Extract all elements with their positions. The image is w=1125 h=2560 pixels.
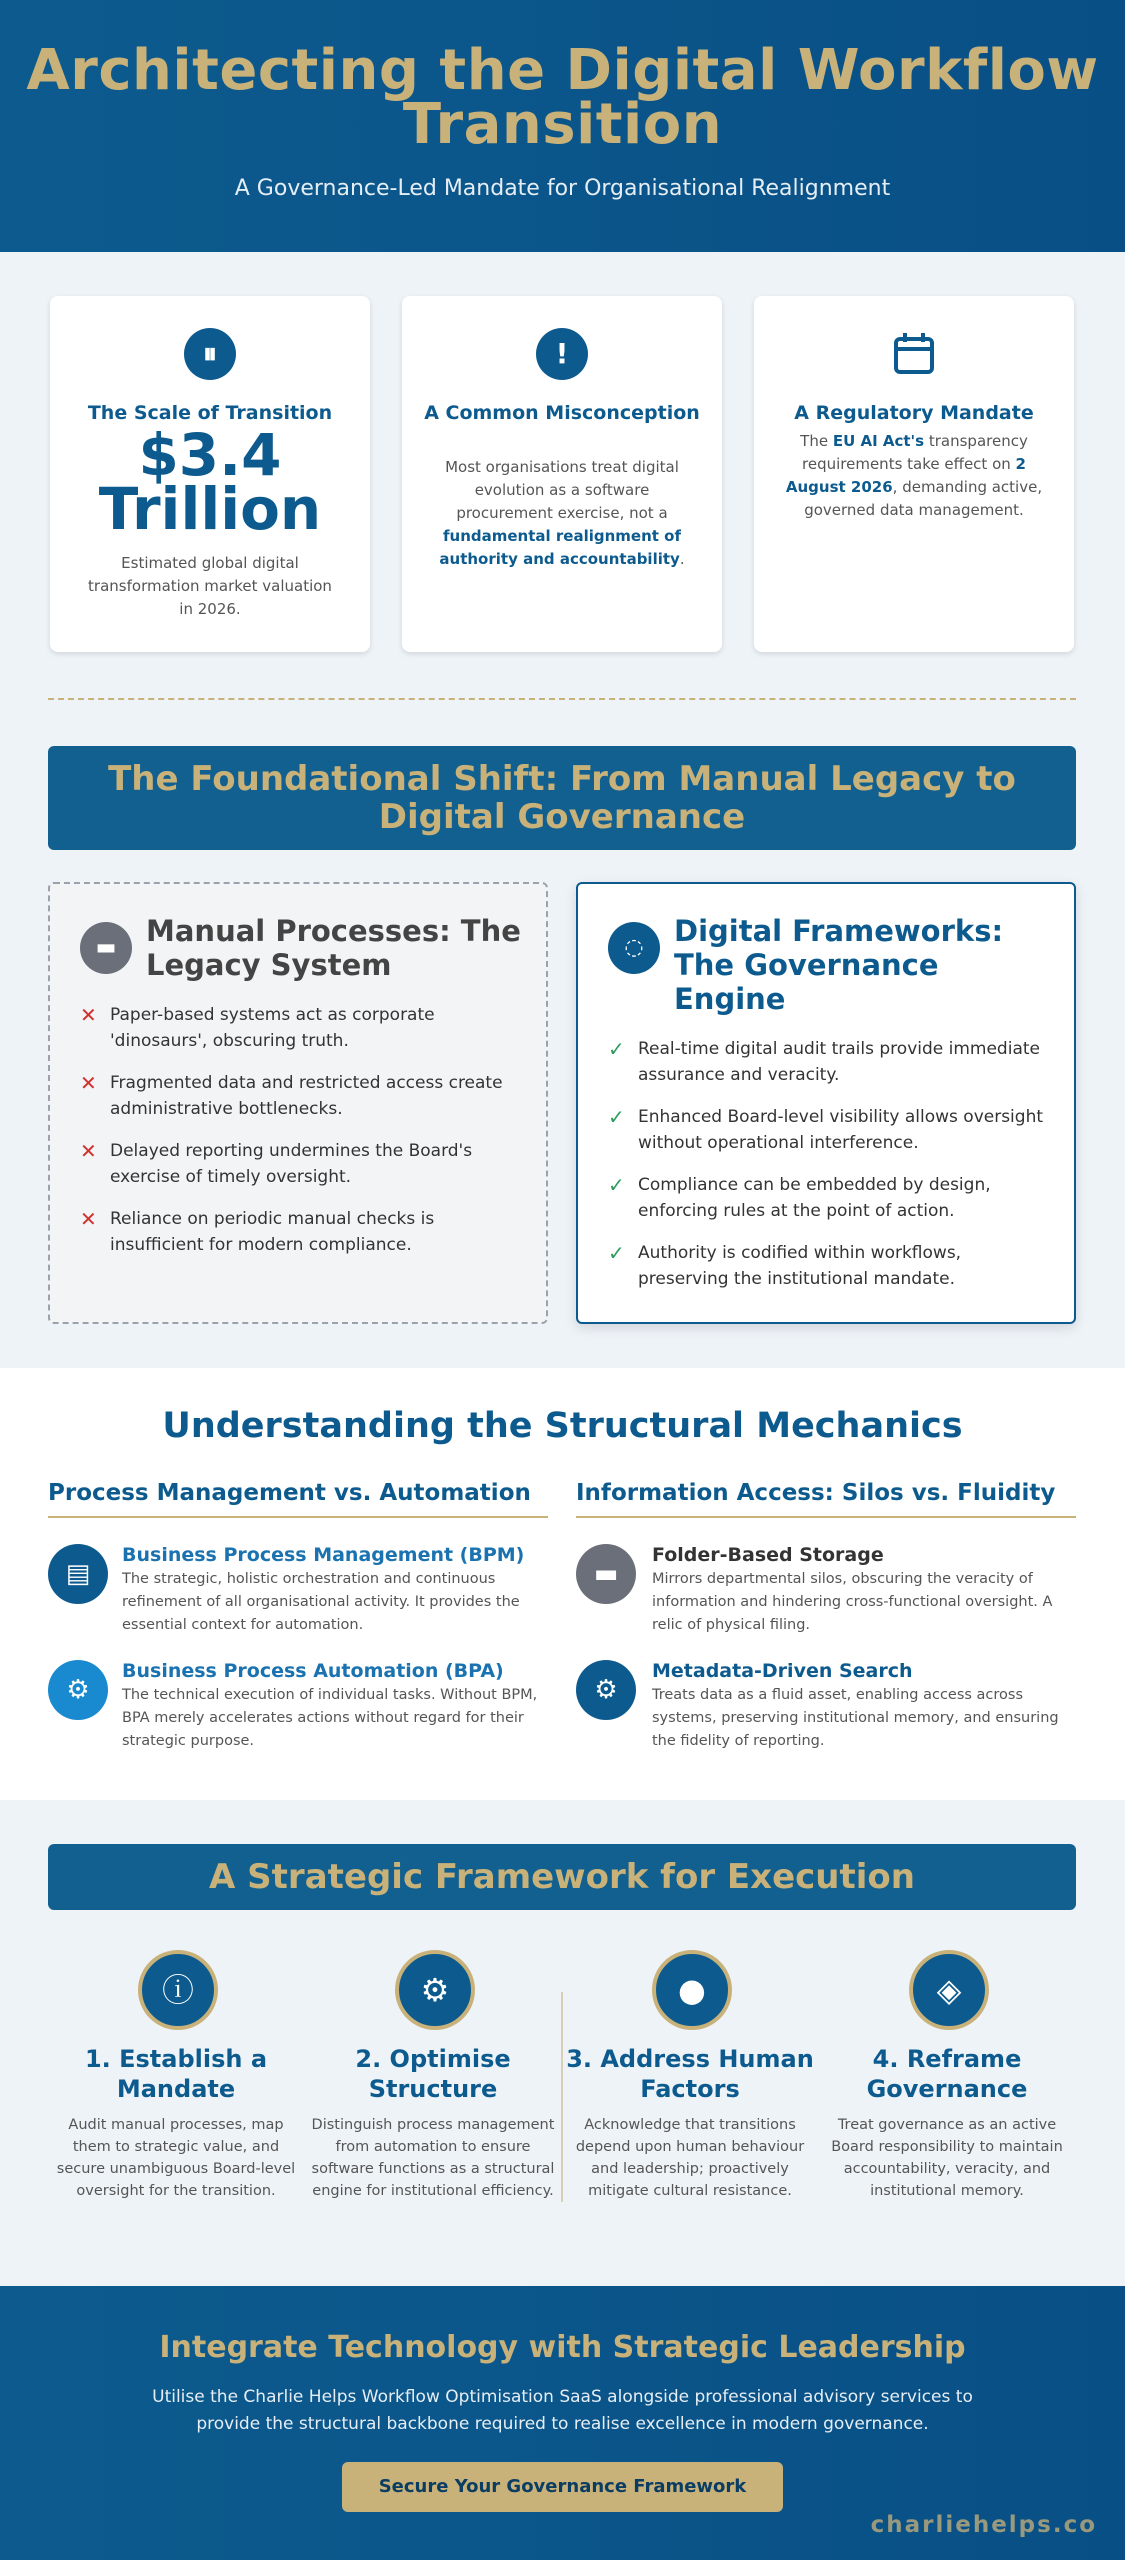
shield-icon: ◈ xyxy=(909,1950,989,2030)
list-item-text: Delayed reporting undermines the Board's exercise of timely oversight. xyxy=(110,1141,473,1187)
cross-icon: ✕ xyxy=(80,1207,97,1231)
card-text-part: , demanding active, governed data management. xyxy=(804,478,1043,519)
step-text: Acknowledge that transitions depend upon human behaviour and leadership; proactively mitigate cultural resistance. xyxy=(575,2117,805,2199)
card-scale xyxy=(50,296,370,652)
footer xyxy=(0,2286,1125,2560)
legacy-title: Manual Processes: The Legacy System xyxy=(146,914,521,982)
card-title: The Scale of Transition xyxy=(87,402,333,424)
alert-icon: ⓘ xyxy=(138,1950,218,2030)
framework-title: A Strategic Framework for Execution xyxy=(209,1857,915,1897)
bpm-title: Business Process Management (BPM) xyxy=(122,1544,525,1566)
card-text-emphasis: 2 August 2026 xyxy=(785,455,1026,496)
cross-icon: ✕ xyxy=(80,1003,97,1027)
cta-button[interactable]: Secure Your Governance Framework xyxy=(342,2462,783,2512)
step-text: Distinguish process management from automation to ensure software functions as a structural engine for institutional efficiency. xyxy=(311,2117,555,2199)
step-title: 1. Establish a Mandate xyxy=(84,2045,268,2103)
list-item-text: Authority is codified within workflows, preserving the institutional mandate. xyxy=(638,1243,962,1289)
card-text xyxy=(432,456,692,571)
list-item-text: Paper-based systems act as corporate 'dinosaurs', obscuring truth. xyxy=(110,1005,435,1051)
step-title: 2. Optimise Structure xyxy=(355,2045,511,2103)
digital-panel xyxy=(576,882,1076,1324)
framework-banner xyxy=(48,1844,1076,1910)
right-column-heading: Information Access: Silos vs. Fluidity xyxy=(576,1480,1076,1518)
exclamation-icon: ! xyxy=(536,328,588,380)
footer-title: Integrate Technology with Strategic Leadership xyxy=(159,2330,966,2365)
footer-text: Utilise the Charlie Helps Workflow Optimisation SaaS alongside professional advisory services to provide the structural backbone required to realise excellence in modern governance. xyxy=(152,2387,973,2434)
user-icon: ● xyxy=(652,1950,732,2030)
list-item-text: Fragmented data and restricted access create administrative bottlenecks. xyxy=(110,1073,503,1119)
overview-section xyxy=(0,252,1125,1368)
card-text-part: . xyxy=(679,550,685,568)
digital-title: Digital Frameworks: The Governance Engine xyxy=(674,914,1004,1016)
calendar-icon xyxy=(888,328,940,380)
page-title: Architecting the Digital Workflow Transition xyxy=(26,38,1099,157)
folder-icon: ▬ xyxy=(576,1544,636,1604)
card-regulatory xyxy=(754,296,1074,652)
bar-chart-icon: ⏸ xyxy=(184,328,236,380)
card-text xyxy=(784,430,1044,522)
list-item-text: Real-time digital audit trails provide immediate assurance and veracity. xyxy=(638,1039,1040,1085)
card-title: A Common Misconception xyxy=(424,402,700,424)
mechanics-section xyxy=(0,1368,1125,1800)
card-text-part: Most organisations treat digital evolution as a software procurement exercise, not a xyxy=(445,458,679,522)
folder-storage-title: Folder-Based Storage xyxy=(652,1544,884,1566)
step-title: 3. Address Human Factors xyxy=(566,2045,814,2103)
folder-icon: ▬ xyxy=(80,922,132,974)
gear-icon: ⚙ xyxy=(576,1660,636,1720)
cross-icon: ✕ xyxy=(80,1071,97,1095)
step-text: Treat governance as an active Board responsibility to maintain accountability, veracity, and institutional memory. xyxy=(831,2117,1063,2199)
shift-title: The Foundational Shift: From Manual Legacy to Digital Governance xyxy=(108,759,1016,837)
bpa-text: The technical execution of individual tasks. Without BPM, BPA merely accelerates actions without regard for their strategic purpose. xyxy=(122,1687,538,1749)
check-icon: ✓ xyxy=(608,1173,625,1197)
card-text-emphasis: EU AI Act's xyxy=(832,432,925,450)
card-text: Estimated global digital transformation market valuation in 2026. xyxy=(88,554,332,618)
metadata-search-text: Treats data as a fluid asset, enabling access across systems, preserving institutional memory, and ensuring the fidelity of reporting. xyxy=(652,1687,1059,1749)
legacy-panel xyxy=(48,882,548,1324)
cross-icon: ✕ xyxy=(80,1139,97,1163)
check-icon: ✓ xyxy=(608,1037,625,1061)
robot-icon: ⚙ xyxy=(48,1660,108,1720)
card-misconception xyxy=(402,296,722,652)
stat-value: $3.4 Trillion xyxy=(98,421,322,543)
card-title: A Regulatory Mandate xyxy=(794,402,1034,424)
check-icon: ✓ xyxy=(608,1105,625,1129)
gear-icon: ⚙ xyxy=(395,1950,475,2030)
mechanics-title: Understanding the Structural Mechanics xyxy=(162,1406,963,1446)
hero-header xyxy=(0,0,1125,252)
brand-watermark: charliehelps.co xyxy=(870,2512,1097,2538)
bpm-text: The strategic, holistic orchestration and continuous refinement of all organisational activity. It provides the essential context for automation. xyxy=(122,1571,520,1633)
list-item-text: Reliance on periodic manual checks is insufficient for modern compliance. xyxy=(110,1209,435,1255)
fingerprint-icon: ◌ xyxy=(608,922,660,974)
clipboard-icon: ▤ xyxy=(48,1544,108,1604)
card-text-part: The xyxy=(800,432,833,450)
shift-banner xyxy=(48,746,1076,850)
list-item-text: Compliance can be embedded by design, enforcing rules at the point of action. xyxy=(638,1175,991,1221)
bpa-title: Business Process Automation (BPA) xyxy=(122,1660,504,1682)
card-text-emphasis: fundamental realignment of authority and accountability xyxy=(439,527,681,568)
check-icon: ✓ xyxy=(608,1241,625,1265)
folder-storage-text: Mirrors departmental silos, obscuring the veracity of information and hindering cross-functional oversight. A relic of physical filing. xyxy=(652,1571,1053,1633)
list-item-text: Enhanced Board-level visibility allows oversight without operational interference. xyxy=(638,1107,1044,1153)
metadata-search-title: Metadata-Driven Search xyxy=(652,1660,913,1682)
page-subtitle: A Governance-Led Mandate for Organisational Realignment xyxy=(234,176,891,201)
divider xyxy=(48,698,1076,700)
framework-section xyxy=(0,1800,1125,2286)
card-text-part: transparency requirements take effect on xyxy=(802,432,1028,473)
left-column-heading: Process Management vs. Automation xyxy=(48,1480,548,1518)
step-text: Audit manual processes, map them to strategic value, and secure unambiguous Board-level oversight for the transition. xyxy=(56,2117,296,2199)
step-title: 4. Reframe Governance xyxy=(866,2045,1028,2103)
